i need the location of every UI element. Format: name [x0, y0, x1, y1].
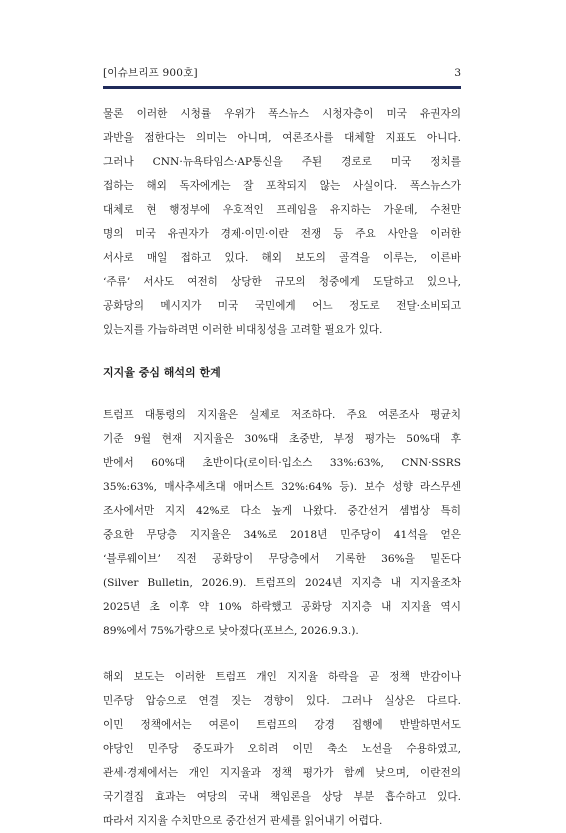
text-line: 해외 보도는 이러한 트럼프 개인 지지율 하락을 곧 정책 반감이나: [103, 671, 461, 683]
paragraph-policy-interpretation: [103, 665, 461, 833]
text-line: 야당인 민주당 중도파가 오히려 이민 축소 노선을 수용하였고,: [103, 743, 461, 755]
text-line: 따라서 지지율 수치만으로 중간선거 판세를 읽어내기 어렵다.: [103, 815, 383, 827]
text-line: 89%에서 75%가량으로 낮아졌다(포브스, 2026.9.3.).: [103, 625, 359, 637]
header-divider: [103, 86, 461, 89]
section-heading: 지지율 중심 해석의 한계: [103, 366, 221, 379]
text-line: 있는지를 가늠하려면 이러한 비대칭성을 고려할 필요가 있다.: [103, 324, 383, 336]
text-line: 관세·경제에서는 개인 지지율과 정책 평가가 함께 낮으며, 이란전의: [103, 767, 461, 779]
text-line: 공화당의 메시지가 미국 국민에게 어느 정도로 전달·소비되고: [103, 300, 461, 312]
text-line: 그러나 CNN·뉴욕타임스·AP통신을 주된 경로로 미국 정치를: [103, 156, 461, 168]
text-line: 민주당 압승으로 연결 짓는 경향이 있다. 그러나 실상은 다르다.: [103, 695, 461, 707]
text-line: 기준 9월 현재 지지율은 30%대 초중반, 부정 평가는 50%대 후: [103, 433, 461, 445]
text-line: ‘주류’ 서사도 여전히 상당한 규모의 청중에게 도달하고 있으나,: [103, 276, 461, 288]
text-line: 중요한 무당층 지지율은 34%로 2018년 민주당이 41석을 얻은: [103, 529, 461, 541]
text-line: 대체로 현 행정부에 우호적인 프레임을 유지하는 가운데, 수천만: [103, 204, 461, 216]
text-line: (Silver Bulletin, 2026.9). 트럼프의 2024년 지지층 내 지지율조차: [103, 577, 461, 589]
text-line: 반에서 60%대 초반이다(로이터·입소스 33%:63%, CNN·SSRS: [103, 457, 461, 469]
text-line: 트럼프 대통령의 지지율은 실제로 저조하다. 주요 여론조사 평균치: [103, 409, 461, 421]
text-line: 35%:63%, 매사추세츠대 애머스트 32%:64% 등). 보수 성향 라스무센: [103, 481, 461, 493]
publication-title: [이슈브리프 900호]: [103, 67, 198, 79]
page-header: [103, 66, 461, 84]
paragraph-approval-ratings: [103, 403, 461, 643]
text-line: 서사로 매일 접하고 있다. 해외 보도의 골격을 이루는, 이른바: [103, 252, 461, 264]
text-line: 접하는 해외 독자에게는 잘 포착되지 않는 사실이다. 폭스뉴스가: [103, 180, 461, 192]
text-line: ‘블루웨이브’ 직전 공화당이 무당층에서 기록한 36%을 밑돈다: [103, 553, 461, 565]
text-line: 명의 미국 유권자가 경제·이민·이란 전쟁 등 주요 사안을 이러한: [103, 228, 461, 240]
paragraph-media-asymmetry: [103, 102, 461, 342]
text-line: 이민 정책에서는 여론이 트럼프의 강경 집행에 반발하면서도: [103, 719, 461, 731]
text-line: 국기결집 효과는 여당의 국내 책임론을 상당 부분 흡수하고 있다.: [103, 791, 461, 803]
text-line: 2025년 초 이후 약 10% 하락했고 공화당 지지층 내 지지율 역시: [103, 601, 461, 613]
text-line: 과반을 점한다는 의미는 아니며, 여론조사를 대체할 지표도 아니다.: [103, 132, 461, 144]
document-body: [103, 102, 461, 833]
text-line: 조사에서만 지지 42%로 다소 높게 나왔다. 중간선거 셈법상 특히: [103, 505, 461, 517]
page-number: 3: [454, 67, 461, 79]
text-line: 물론 이러한 시청률 우위가 폭스뉴스 시청자층이 미국 유권자의: [103, 108, 461, 120]
